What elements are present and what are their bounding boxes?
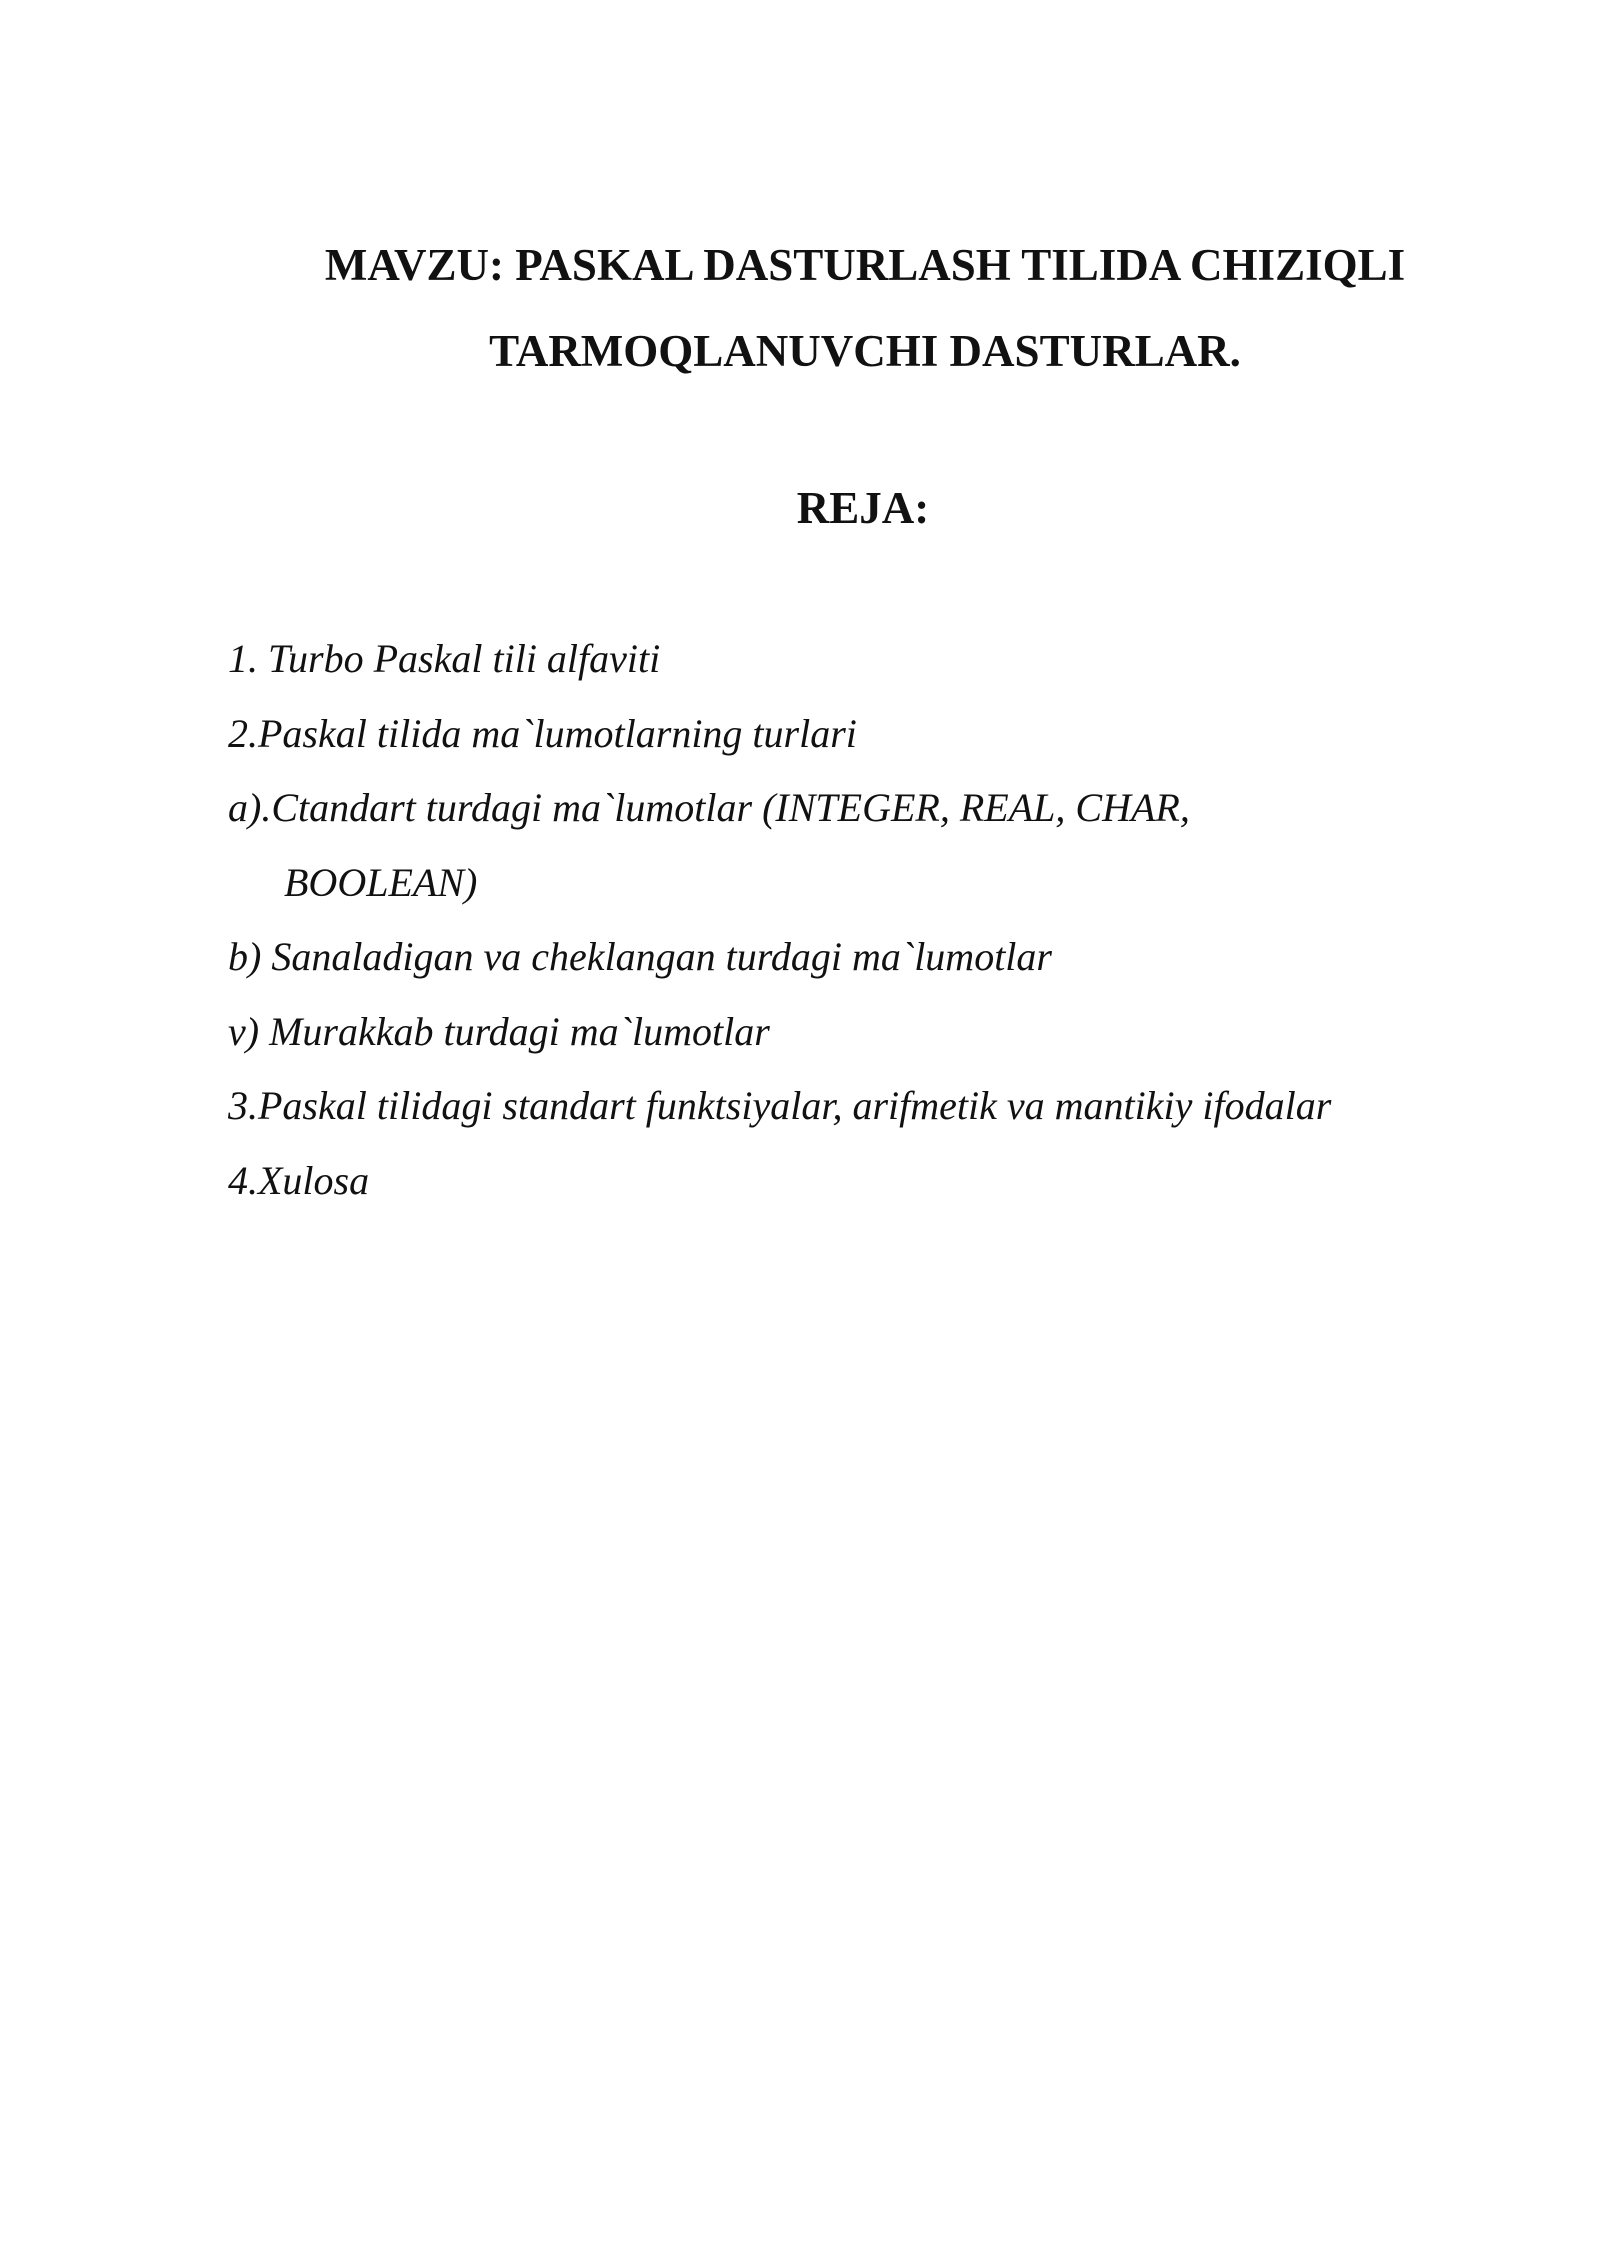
plan-heading: REJA: [796, 483, 930, 533]
plan-item-2v: v) Murakkab turdagi ma`lumotlar [228, 1008, 770, 1054]
title-line-2: TARMOQLANUVCHI DASTURLAR. [489, 326, 1241, 376]
plan-item-3: 3.Paskal tilidagi standart funktsiyalar, arifmetik va mantikiy ifodalar [228, 1083, 1332, 1128]
plan-item-2: 2.Paskal tilida ma`lumotlarning turlari [228, 710, 857, 756]
plan-item-2b: b) Sanaladigan va cheklangan turdagi ma`lumotlar [228, 934, 1052, 979]
plan-item-4: 4.Xulosa [228, 1157, 370, 1203]
plan-list [228, 622, 1528, 1218]
plan-item-1: 1. Turbo Paskal tili alfaviti [228, 636, 661, 681]
document-title [270, 222, 1460, 394]
title-line-1: MAVZU: PASKAL DASTURLASH TILIDA CHIZIQLI [324, 240, 1406, 290]
plan-item-2a-continuation: BOOLEAN) [284, 859, 478, 905]
plan-item-2a: a).Ctandart turdagi ma`lumotlar (INTEGER, REAL, CHAR, [228, 785, 1190, 830]
